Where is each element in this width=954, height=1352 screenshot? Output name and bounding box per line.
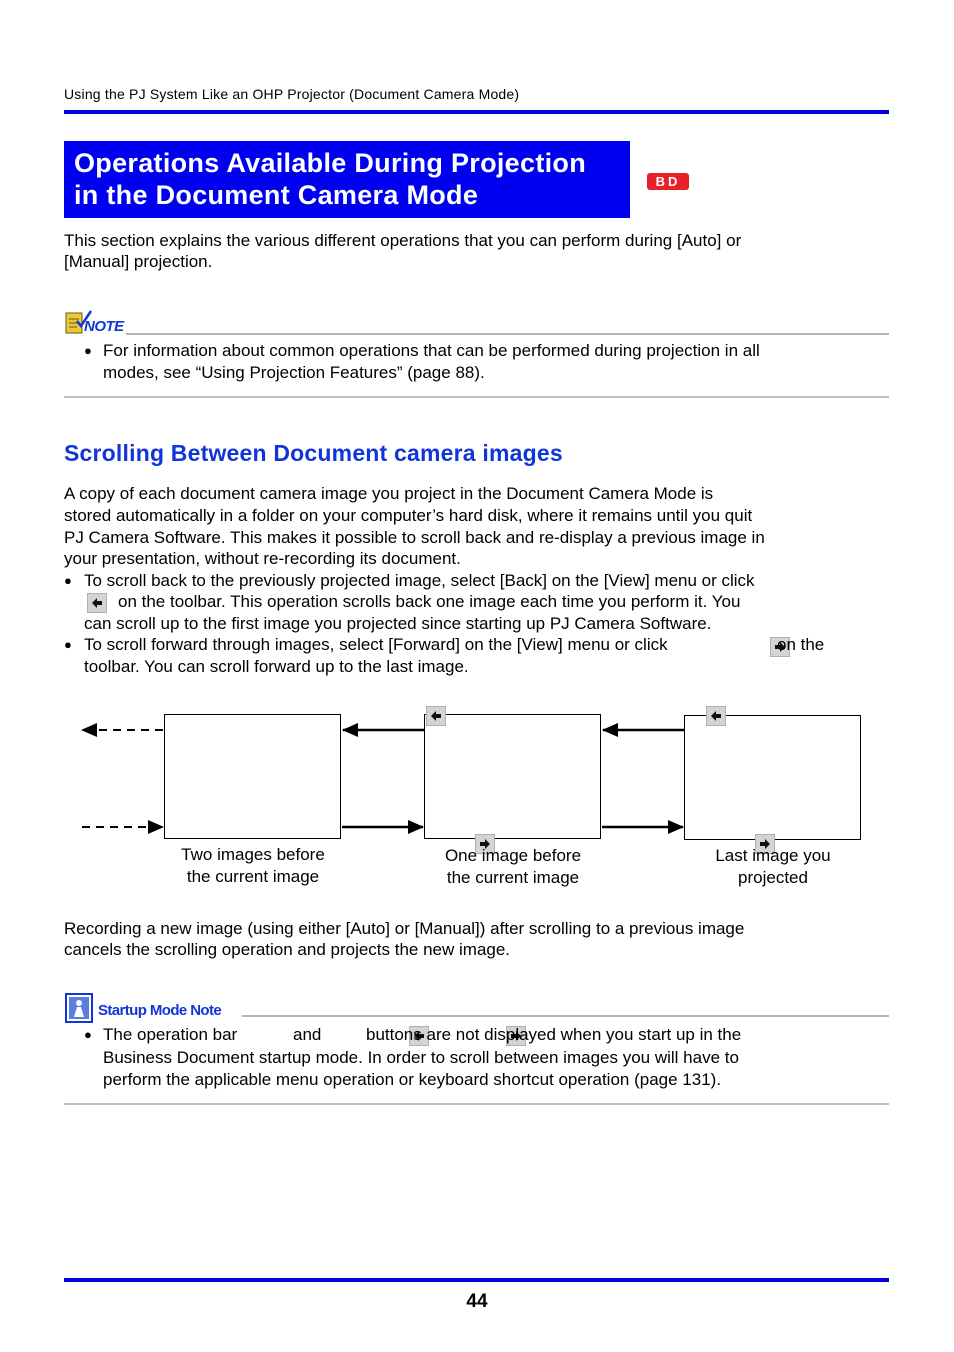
image-frame-two-before (164, 714, 341, 839)
startup-line2: Business Document startup mode. In order to scroll between images you will have to (103, 1048, 739, 1067)
caption-one-before (424, 845, 602, 888)
bullet-dot: ● (64, 573, 72, 588)
bullet-dot: ● (84, 343, 92, 358)
note-bullet-line2: modes, see “Using Projection Features” (page 88). (103, 363, 485, 382)
note-bullet-line1: For information about common operations that can be performed during projection in all (103, 341, 760, 360)
section-para-line2: stored automatically in a folder on your computer’s hard disk, where it remains until you quit (64, 506, 753, 525)
bullet2-line1: To scroll forward through images, select [Forward] on the [View] menu or click (84, 635, 668, 654)
back-arrow-icon (426, 706, 446, 726)
caption-two-before (164, 844, 342, 887)
recording-line2: cancels the scrolling operation and projects the new image. (64, 940, 511, 959)
bullet-dot: ● (64, 637, 72, 652)
page-title (64, 141, 630, 218)
recording-line1: Recording a new image (using either [Auto] or [Manual]) after scrolling to a previous image (64, 919, 745, 938)
caption-line: Two images before (181, 845, 325, 864)
startup-line1-a: The operation bar (103, 1025, 238, 1044)
bullet1-line1: To scroll back to the previously projected image, select [Back] on the [View] menu or click (84, 571, 755, 590)
model-badge: BD (647, 173, 689, 190)
footer-rule (64, 1278, 889, 1282)
caption-last (684, 845, 862, 888)
startup-line1-b: and (293, 1025, 322, 1044)
section-para-line4: your presentation, without re-recording its document. (64, 549, 461, 568)
bullet2-line2: toolbar. You can scroll forward up to the last image. (84, 657, 469, 676)
caption-line: the current image (446, 867, 580, 887)
caption-line: Last image you (715, 846, 831, 865)
section-para-line1: A copy of each document camera image you project in the Document Camera Mode is (64, 484, 714, 503)
note-rule (126, 333, 889, 335)
section-para-line3: PJ Camera Software. This makes it possible to scroll back and re-display a previous image in (64, 528, 765, 547)
caption-line: the current image (186, 866, 320, 886)
header-rule (64, 110, 889, 114)
startup-note-label: Startup Mode Note (98, 1002, 222, 1019)
section-heading: Scrolling Between Document camera images (64, 440, 563, 466)
startup-note-rule (242, 1015, 889, 1017)
bullet1-line2: on the toolbar. This operation scrolls back one image each time you perform it. You (118, 592, 741, 611)
back-arrow-icon (706, 706, 726, 726)
running-head: Using the PJ System Like an OHP Projector (Document Camera Mode) (64, 86, 520, 102)
startup-line3: perform the applicable menu operation or keyboard shortcut operation (page 131). (103, 1070, 722, 1089)
page-title-line1: Operations Available During Projection (74, 148, 586, 178)
caption-line: projected (738, 867, 808, 887)
bullet1-line3: can scroll up to the first image you projected since starting up PJ Camera Software. (84, 614, 712, 633)
back-arrow-icon (87, 593, 107, 613)
note-label: NOTE (84, 318, 124, 335)
intro-line1: This section explains the various different operations that you can perform during [Auto] or (64, 231, 742, 250)
image-frame-one-before (424, 714, 601, 839)
note-end-rule (64, 396, 889, 398)
caption-line: One image before (444, 846, 582, 865)
bullet2-line1-end: on the (777, 635, 825, 654)
intro-line2: [Manual] projection. (64, 252, 213, 271)
startup-note-icon (65, 993, 93, 1028)
startup-end-rule (64, 1103, 889, 1105)
page-title-line2: in the Document Camera Mode (74, 180, 479, 210)
page-number: 44 (466, 1291, 488, 1312)
startup-line1-c: buttons are not displayed when you start up in the (366, 1025, 742, 1044)
bullet-dot: ● (84, 1027, 92, 1042)
image-frame-last (684, 715, 861, 840)
